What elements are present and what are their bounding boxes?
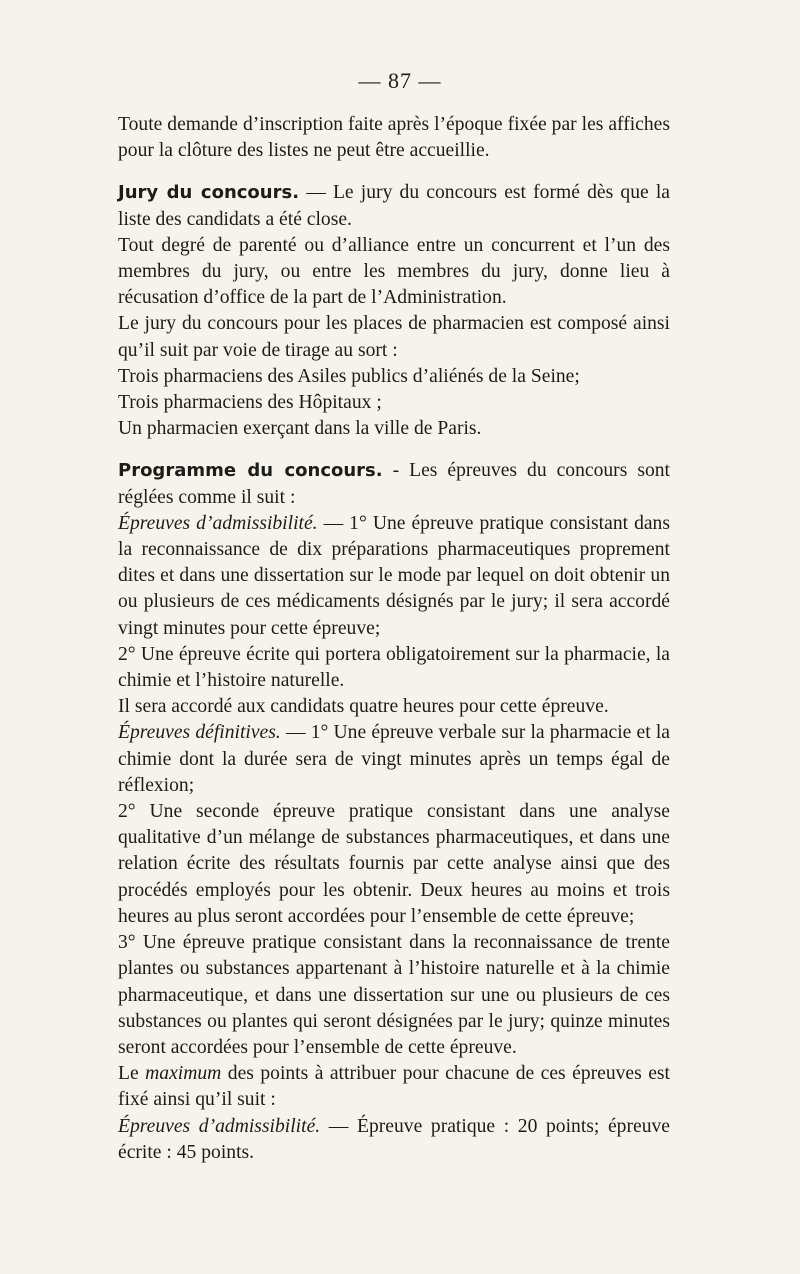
maximum-post: des points à attribuer pour chacune de ces épreuves est fixé ainsi qu’il suit : — [118, 1063, 670, 1111]
paragraph-admissibility-1 — [118, 511, 670, 642]
jury-member-line: Trois pharmaciens des Asiles publics d’aliénés de la Seine; — [118, 365, 580, 387]
paragraph-admissibility-3: Il sera accordé aux candidats quatre heures pour cette épreuve. — [118, 696, 609, 718]
paragraph-jury-composition: Le jury du concours pour les places de pharmacien est composé ainsi qu’il suit par voie de tirage au sort : — [118, 313, 670, 361]
page-number: — 87 — — [358, 68, 442, 93]
paragraph-definitive-2: 2° Une seconde épreuve pratique consistant dans une analyse qualitative d’un mélange de substances pharmaceutiques, et dans une relation écrite des résultats fournis par cette analyse ainsi que des procédés employés pour les obtenir. Deux heures au moins et trois heures au plus seront accordées pour l’ensemble de cette épreuve; — [118, 801, 670, 927]
final-label: Épreuves d’admissibilité. — [118, 1115, 321, 1137]
maximum-word: maximum — [145, 1063, 222, 1085]
maximum-pre: Le — [118, 1063, 146, 1085]
body-text — [118, 112, 670, 1166]
paragraph-definitive-3: 3° Une épreuve pratique consistant dans la reconnaissance de trente plantes ou substances appartenant à l’histoire naturelle et à la chimie pharmaceutique, et dans une dissertation sur une ou plusieurs de ces substances ou plantes qui seront désignées par le jury; quinze minutes seront accordées pour l’ensemble de cette épreuve. — [118, 932, 670, 1058]
admissibility-label: Épreuves d’admissibilité. — [118, 512, 318, 534]
paragraph-maximum — [118, 1061, 670, 1113]
paragraph-final-points — [118, 1114, 670, 1166]
paragraph-programme-intro — [118, 458, 670, 510]
definitive-label: Épreuves définitives. — [118, 722, 281, 744]
programme-intro-text: - Les épreuves du concours sont réglées comme il suit : — [118, 460, 670, 508]
admissibility-1-text: — 1° Une épreuve pratique consistant dans la reconnaissance de dix préparations pharmaceutiques proprement dites et dans une dissertation sur le mode par lequel on doit obtenir un ou plusieurs de ces médicaments désignés par le jury; il sera accordé vingt minutes pour cette épreuve; — [118, 512, 670, 639]
jury-member-line: Un pharmacien exerçant dans la ville de Paris. — [118, 418, 482, 440]
paragraph-jury-intro — [118, 180, 670, 232]
section-heading-programme: Programme du concours. — [118, 460, 383, 482]
paragraph-definitive-1 — [118, 720, 670, 799]
jury-member-line: Trois pharmaciens des Hôpitaux ; — [118, 392, 382, 414]
definitive-1-text: — 1° Une épreuve verbale sur la pharmacie et la chimie dont la durée sera de vingt minutes après un temps égal de réflexion; — [118, 722, 670, 796]
jury-intro-text: — Le jury du concours est formé dès que la liste des candidats a été close. — [118, 182, 670, 230]
paragraph-registration: Toute demande d’inscription faite après l’époque fixée par les affiches pour la clôture des listes ne peut être accueillie. — [118, 114, 670, 162]
paragraph-jury-recusation: Tout degré de parenté ou d’alliance entre un concurrent et l’un des membres du jury, ou entre les membres du jury, donne lieu à récusation d’office de la part de l’Administration. — [118, 234, 670, 309]
final-text: — Épreuve pratique : 20 points; épreuve écrite : 45 points. — [118, 1115, 670, 1163]
section-heading-jury: Jury du concours. — [118, 182, 300, 204]
paragraph-admissibility-2: 2° Une épreuve écrite qui portera obligatoirement sur la pharmacie, la chimie et l’histoire naturelle. — [118, 643, 670, 692]
